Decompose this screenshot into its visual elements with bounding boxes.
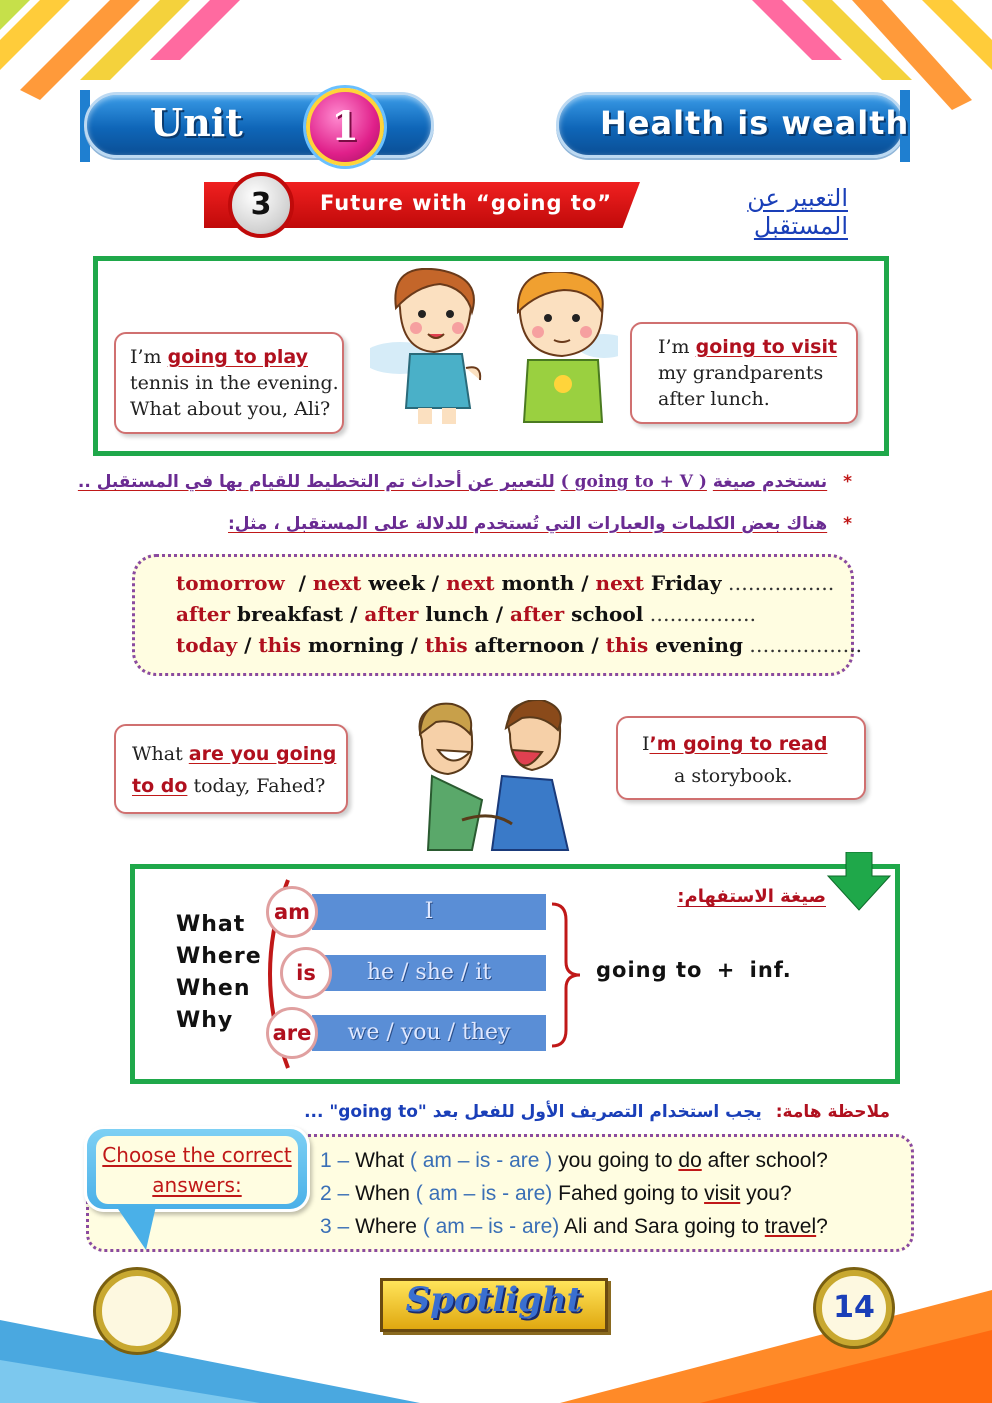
important-note-text: يجب استخدام التصريف الأول للفعل بعد [432, 1102, 762, 1122]
verb-are: are [266, 1007, 318, 1059]
time-line-1-segment-3: week / [361, 571, 447, 595]
lesson-number: 3 [250, 187, 272, 222]
time-line-2-segment-0: after [176, 602, 231, 626]
result-going-to: going to [596, 958, 703, 982]
exercise-prompt-inner [96, 1136, 298, 1204]
time-line-3-segment-4: this [424, 633, 468, 657]
bubble-question-line2 [132, 770, 346, 802]
bubble-play-pre: I’m [130, 346, 168, 368]
time-line-2-segment-5: school [564, 602, 644, 626]
right-brace [550, 900, 584, 1050]
bubble-answer-pre: I [642, 733, 650, 755]
exercise-prompt-line-2: answers: [152, 1173, 242, 1197]
time-line-3-end: . [855, 633, 863, 657]
bubble-play-highlight: going to play [167, 346, 309, 368]
note-1-bullet: * [843, 472, 852, 492]
question-1-verb: do [678, 1149, 702, 1172]
verb-am: am [266, 886, 318, 938]
lesson-arabic-title: التعبير عن المستقبل [747, 184, 848, 240]
footer-left-circle [96, 1270, 178, 1352]
question-3-verb: travel [764, 1215, 817, 1238]
wh-word-where: Where [176, 944, 262, 969]
down-arrow-icon [826, 852, 892, 912]
bubble-question-highlight-1: are you going [188, 743, 337, 765]
note-1-pre: نستخدم صيغة [712, 472, 828, 492]
speech-bubble-visit [630, 322, 858, 424]
time-line-3-segment-3: morning / [301, 633, 425, 657]
time-line-1-segment-6: next [595, 571, 644, 595]
time-line-2-segment-4: after [510, 602, 565, 626]
exercise-question-2 [320, 1182, 792, 1206]
time-line-1-segment-1: / [284, 571, 313, 595]
question-1-wh: What [355, 1149, 405, 1172]
time-line-3-dots: ……………. [742, 633, 856, 657]
page-number-badge [816, 1270, 892, 1346]
note-1-formula: ( going to + V ) [560, 472, 707, 492]
bubble-visit-line2: my grandparents [658, 362, 824, 384]
subject-row-he-she-it: he / she / it [312, 955, 546, 991]
bubble-answer-highlight: ’m going to read [649, 733, 828, 755]
time-line-2-segment-3: lunch / [418, 602, 511, 626]
bubble-question-highlight-2: to do [132, 775, 188, 797]
time-line-1-segment-7: Friday [643, 571, 722, 595]
unit-label: Unit [150, 100, 243, 145]
question-3-wh: Where [355, 1215, 417, 1238]
time-line-1-segment-5: month / [494, 571, 596, 595]
boy-listening-illustration [508, 272, 618, 432]
question-2-options[interactable]: ( am – is - are) [415, 1182, 553, 1205]
time-line-3-segment-1: / [237, 633, 259, 657]
question-1-number: 1 [320, 1149, 332, 1172]
bubble-visit-pre: I’m [658, 336, 696, 358]
note-2-text: هناك بعض الكلمات والعبارات التي تُستخدم للدلالة على المستقبل ، مثل: [228, 514, 828, 534]
important-note [300, 1102, 890, 1122]
bubble-play-line2: tennis in the evening. [130, 372, 339, 394]
unit-number: 1 [331, 103, 359, 150]
subject-row-i: I [312, 894, 546, 930]
speech-bubble-play [114, 332, 344, 434]
note-2-bullet: * [843, 514, 852, 534]
lesson-title: Future with “going to” [320, 191, 613, 215]
time-line-2-segment-1: breakfast / [230, 602, 365, 626]
time-line-3-segment-2: this [258, 633, 302, 657]
note-2 [140, 514, 852, 534]
bubble-visit-line3: after lunch. [658, 388, 770, 410]
question-3-pre: Ali and Sara going to [563, 1215, 765, 1238]
question-1-dash: – [337, 1149, 350, 1172]
note-1 [77, 472, 852, 492]
question-1-pre: you going to [558, 1149, 679, 1172]
bubble-question-post: today, Fahed? [187, 775, 326, 797]
subject-row-we-you-they: we / you / they [312, 1015, 546, 1051]
callout-tail [112, 1206, 162, 1252]
question-1-post: after school? [701, 1149, 828, 1172]
speech-bubble-answer [616, 716, 866, 800]
wh-word-what: What [176, 912, 246, 937]
question-3-dash: – [337, 1215, 350, 1238]
bubble-play-line1 [130, 344, 342, 370]
time-line-2-dots: ……………. [643, 602, 757, 626]
time-expressions-line-3 [176, 633, 862, 657]
time-line-1-dots: ……………. [721, 571, 835, 595]
unit-number-badge [306, 88, 384, 166]
question-2-pre: Fahed going to [558, 1182, 705, 1205]
exercise-question-1 [320, 1149, 828, 1173]
exercise-question-3 [320, 1215, 828, 1239]
time-line-3-segment-6: this [605, 633, 649, 657]
question-3-number: 3 [320, 1215, 332, 1238]
question-form-arabic-title: صيغة الاستفهام: [677, 886, 826, 907]
result-plus: + [716, 958, 736, 982]
time-line-3-segment-0: today [176, 633, 238, 657]
question-2-wh: When [355, 1182, 410, 1205]
time-line-3-segment-7: evening [648, 633, 743, 657]
note-1-post: للتعبير عن أحداث تم التخطيط للقيام بها في المستقبل .. [77, 472, 555, 492]
question-1-options[interactable]: ( am – is - are ) [409, 1149, 553, 1172]
boy-talking-illustration [370, 268, 500, 428]
bubble-question-pre: What [132, 743, 189, 765]
important-note-ellipsis: ... [304, 1102, 324, 1122]
question-2-verb: visit [704, 1182, 741, 1205]
two-men-talking-illustration [392, 700, 592, 860]
footer-brand: Spotlight [405, 1280, 583, 1320]
bubble-visit-line1 [658, 334, 856, 360]
bubble-play-line3: What about you, Ali? [130, 398, 331, 420]
page-number: 14 [833, 1290, 875, 1325]
question-3-post: ? [816, 1215, 828, 1238]
question-3-options[interactable]: ( am – is - are) [422, 1215, 560, 1238]
corner-decoration-top-left [0, 0, 250, 100]
bubble-visit-highlight: going to visit [695, 336, 838, 358]
time-line-3-segment-5: afternoon / [467, 633, 606, 657]
result-inf: inf. [749, 958, 792, 982]
bubble-answer-line2: a storybook. [674, 765, 793, 787]
verb-is: is [280, 947, 332, 999]
time-line-1-segment-2: next [312, 571, 362, 595]
wh-word-when: When [176, 976, 251, 1001]
exercise-prompt-line-1: Choose the correct [102, 1143, 292, 1167]
unit-title: Health is wealth [600, 104, 910, 142]
time-expressions-line-1 [176, 571, 834, 595]
important-note-keyword: "going to" [329, 1102, 427, 1122]
lesson-number-badge [228, 172, 294, 238]
time-line-1-segment-0: tomorrow [176, 571, 285, 595]
time-line-2-segment-2: after [364, 602, 419, 626]
wh-word-why: Why [176, 1008, 234, 1033]
time-line-1-segment-4: next [446, 571, 495, 595]
bubble-answer-line1 [642, 728, 864, 760]
question-2-number: 2 [320, 1182, 332, 1205]
important-note-label: ملاحظة هامة: [775, 1102, 890, 1122]
bubble-question-line1 [132, 738, 346, 770]
question-form-result [596, 958, 792, 982]
question-2-dash: – [337, 1182, 350, 1205]
question-2-post: you? [740, 1182, 792, 1205]
time-expressions-line-2 [176, 602, 756, 626]
speech-bubble-question [114, 724, 348, 814]
